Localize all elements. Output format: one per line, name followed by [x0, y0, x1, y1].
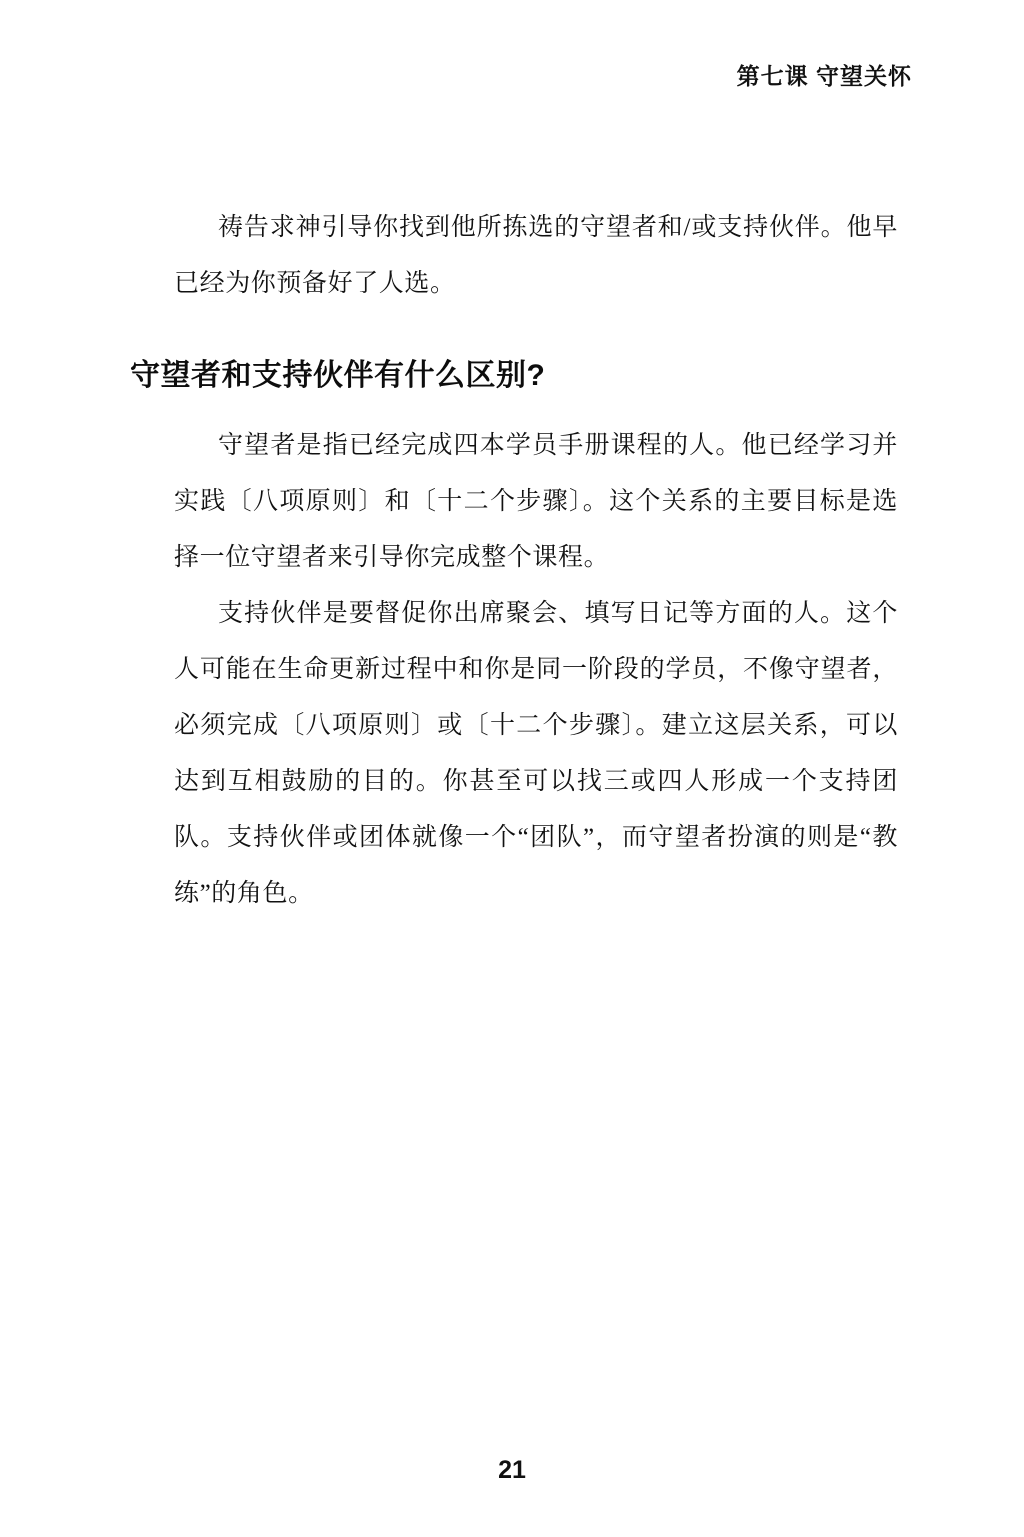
- section-heading: 守望者和支持伙伴有什么区别?: [130, 359, 546, 392]
- running-header: 第七课 守望关怀: [736, 63, 912, 89]
- lead-paragraph: 祷告求神引导你找到他所拣选的守望者和/或支持伙伴。他早已经为你预备好了人选。: [174, 214, 898, 297]
- page-content: [130, 200, 898, 922]
- body-paragraph-2: 支持伙伴是要督促你出席聚会、填写日记等方面的人。这个人可能在生命更新过程中和你是同一阶段的学员，不像守望者，必须完成〔八项原则〕或〔十二个步骤〕。建立这层关系，可以达到互相鼓励的目的。你甚至可以找三或四人形成一个支持团队。支持伙伴或团体就像一个“团队”，而守望者扮演的则是“教练”的角色。: [174, 600, 898, 907]
- body-block: [174, 418, 898, 922]
- body-paragraph-1: 守望者是指已经完成四本学员手册课程的人。他已经学习并实践〔八项原则〕和〔十二个步骤〕。这个关系的主要目标是选择一位守望者来引导你完成整个课程。: [174, 432, 898, 571]
- page-number: 21: [498, 1456, 526, 1484]
